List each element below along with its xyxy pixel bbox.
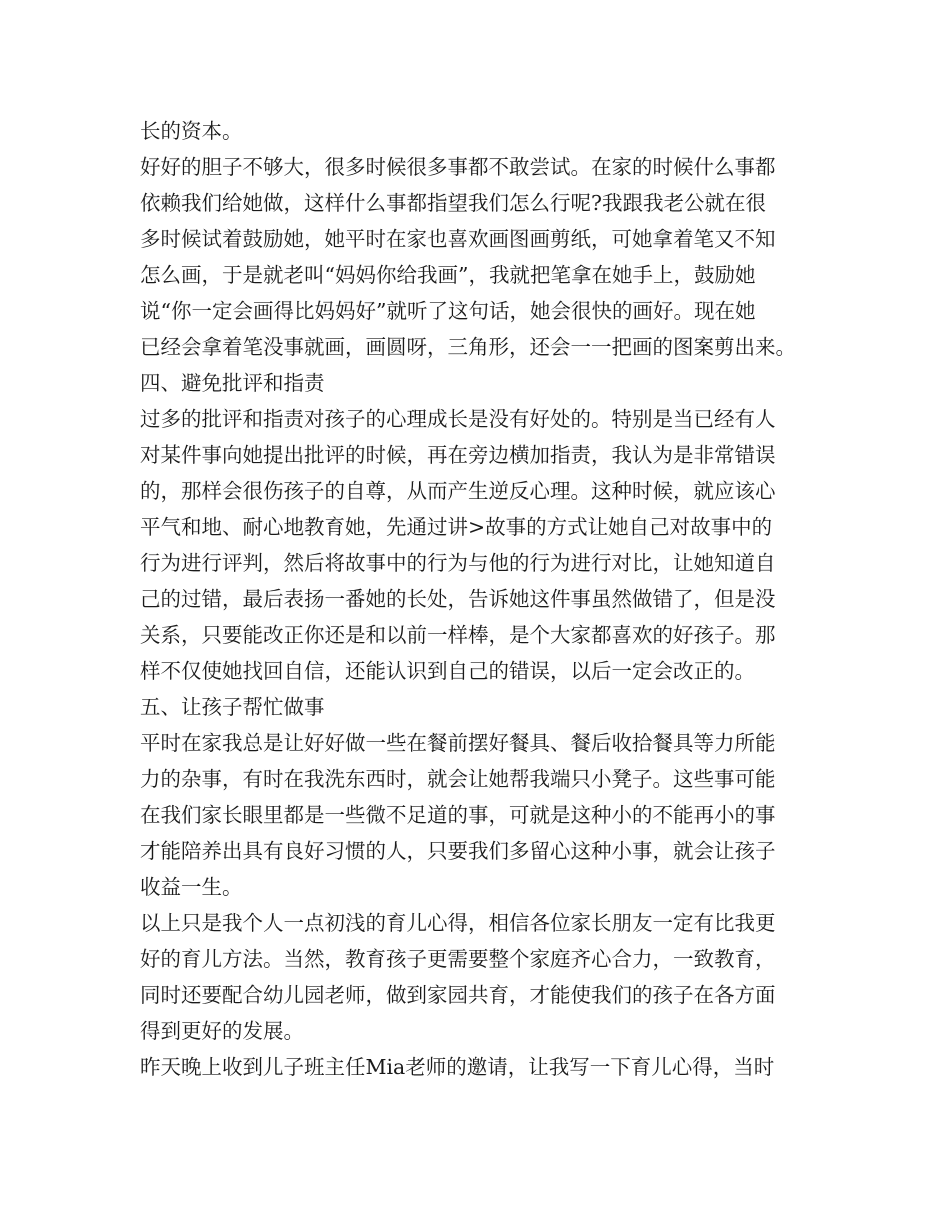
text-line: 平时在家我总是让好好做一些在餐前摆好餐具、餐后收拾餐具等力所能 [140,731,776,755]
text-line: 行为进行评判，然后将故事中的行为与他的行为进行对比，让她知道自 [140,551,776,575]
text-line: 说“你一定会画得比妈妈好”就听了这句话，她会很快的画好。现在她 [140,299,756,323]
text-line: 同时还要配合幼儿园老师，做到家园共育，才能使我们的孩子在各方面 [140,983,776,1007]
text-line: 怎么画，于是就老叫“妈妈你给我画”，我就把笔拿在她手上，鼓励她 [140,263,756,287]
text-line: 在我们家长眼里都是一些微不足道的事，可就是这种小的不能再小的事 [140,803,776,827]
text-line: 好的育儿方法。当然，教育孩子更需要整个家庭齐心合力，一致教育， [140,947,776,971]
text-line: 长的资本。 [140,119,243,143]
text-line: 好好的胆子不够大，很多时候很多事都不敢尝试。在家的时候什么事都 [140,155,776,179]
text-line: 对某件事向她提出批评的时候，再在旁边横加指责，我认为是非常错误 [140,443,776,467]
text-line: 已经会拿着笔没事就画，画圆呀，三角形，还会一一把画的图案剪出来。 [140,335,796,359]
text-line: 昨天晚上收到儿子班主任Mia老师的邀请，让我写一下育儿心得，当时 [140,1055,775,1079]
text-line: 得到更好的发展。 [140,1019,304,1043]
text-line: 样不仅使她找回自信，还能认识到自己的错误，以后一定会改正的。 [140,659,755,683]
text-line: 的，那样会很伤孩子的自尊，从而产生逆反心理。这种时候，就应该心 [140,479,776,503]
section-heading: 四、避免批评和指责 [140,371,325,395]
section-heading: 五、让孩子帮忙做事 [140,695,325,719]
text-line: 己的过错，最后表扬一番她的长处，告诉她这件事虽然做错了，但是没 [140,587,776,611]
text-line: 多时候试着鼓励她，她平时在家也喜欢画图画剪纸，可她拿着笔又不知 [140,227,776,251]
document-body [140,113,810,1085]
text-line: 过多的批评和指责对孩子的心理成长是没有好处的。特别是当已经有人 [140,407,776,431]
text-line: 力的杂事，有时在我洗东西时，就会让她帮我端只小凳子。这些事可能 [140,767,776,791]
text-line: 平气和地、耐心地教育她，先通过讲>故事的方式让她自己对故事中的 [140,515,773,539]
text-line: 收益一生。 [140,875,243,899]
text-line: 才能陪养出具有良好习惯的人，只要我们多留心这种小事，就会让孩子 [140,839,776,863]
text-line: 以上只是我个人一点初浅的育儿心得，相信各位家长朋友一定有比我更 [140,911,776,935]
text-line: 依赖我们给她做，这样什么事都指望我们怎么行呢?我跟我老公就在很 [140,191,766,215]
text-line: 关系，只要能改正你还是和以前一样棒，是个大家都喜欢的好孩子。那 [140,623,776,647]
